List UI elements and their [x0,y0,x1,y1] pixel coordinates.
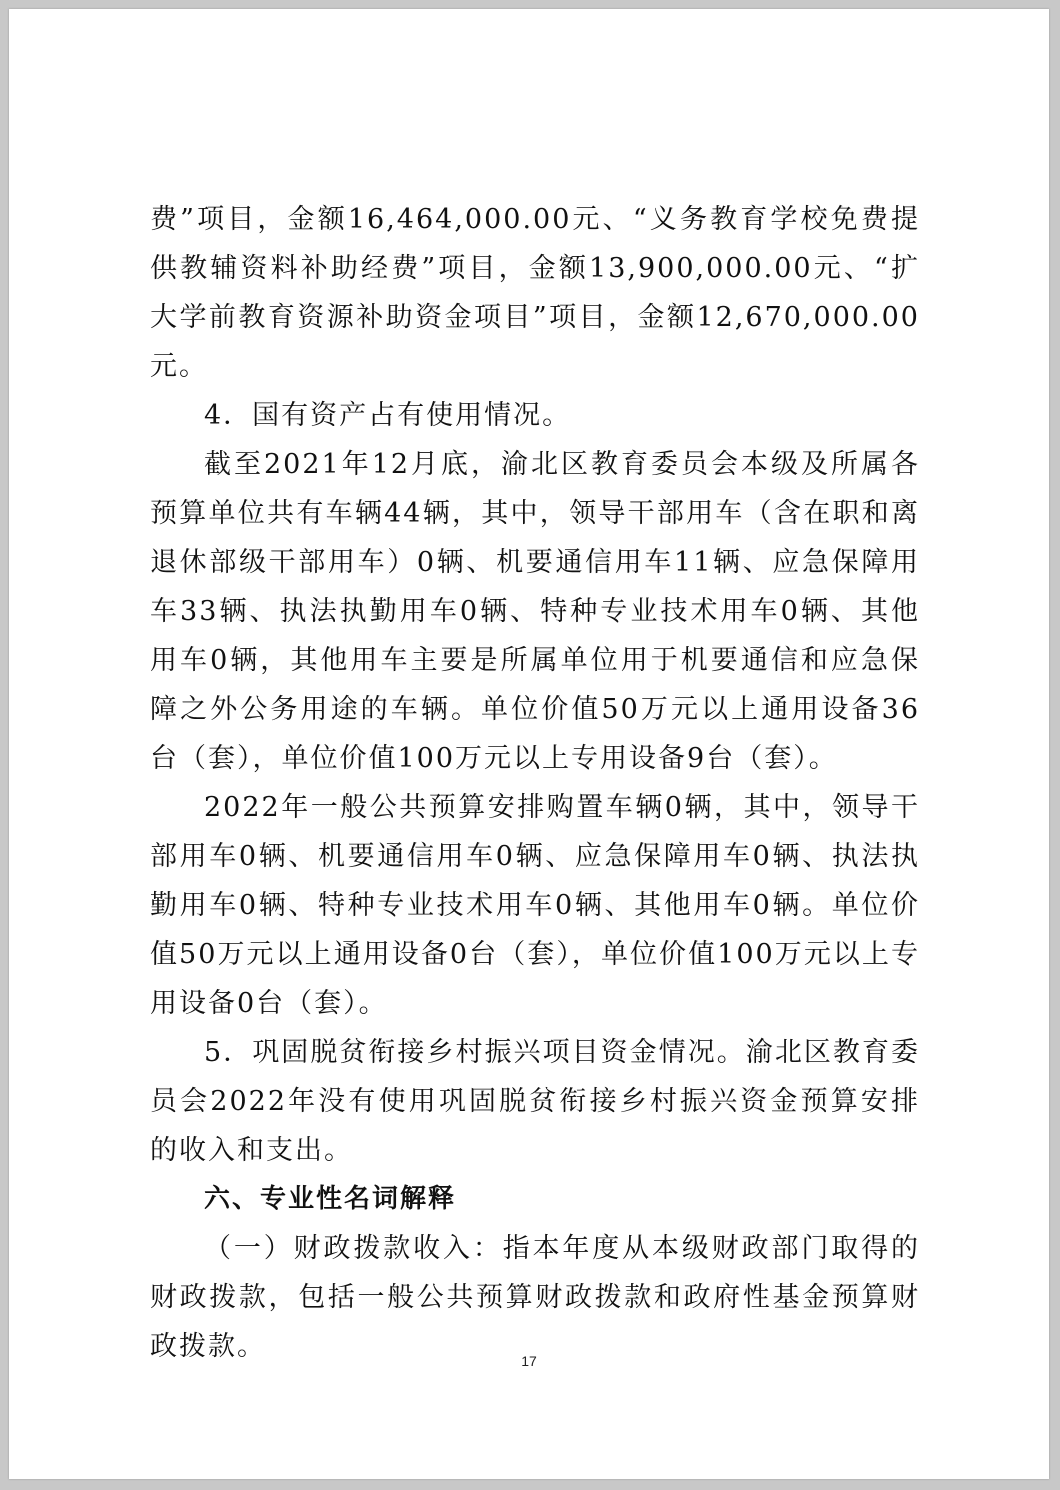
paragraph-vehicles-2022: 2022年一般公共预算安排购置车辆0辆，其中，领导干部用车0辆、机要通信用车0辆、应急保障用车0辆、执法执勤用车0辆、特种专业技术用车0辆、其他用车0辆。单位价值50万元以上通用设备0台（套），单位价值100万元以上专用设备0台（套）。 [150,792,920,1019]
paragraph-vehicles-2021: 截至2021年12月底，渝北区教育委员会本级及所属各预算单位共有车辆44辆，其中，领导干部用车（含在职和离退休部级干部用车）0辆、机要通信用车11辆、应急保障用车33辆、执法执勤用车0辆、特种专业技术用车0辆、其他用车0辆，其他用车主要是所属单位用于机要通信和应急保障之外公务用途的车辆。单位价值50万元以上通用设备36台（套），单位价值100万元以上专用设备9台（套）。 [150,449,920,774]
paragraph-state-assets-title: 4．国有资产占有使用情况。 [204,400,572,431]
document-page [9,9,1049,1479]
section-heading-terms: 六、专业性名词解释 [204,1184,457,1214]
page-number: 17 [521,1353,537,1369]
paragraph-project-funds-continued: 费”项目，金额16,464,000.00元、“义务教育学校免费提供教辅资料补助经费”项目，金额13,900,000.00元、“扩大学前教育资源补助资金项目”项目，金额12,670,000.00元。 [150,204,920,382]
paragraph-fiscal-appropriation: （一）财政拨款收入：指本年度从本级财政部门取得的财政拨款，包括一般公共预算财政拨款和政府性基金预算财政拨款。 [150,1233,920,1362]
body-text [150,195,920,1371]
paragraph-rural-revitalization: 5．巩固脱贫衔接乡村振兴项目资金情况。渝北区教育委员会2022年没有使用巩固脱贫衔接乡村振兴资金预算安排的收入和支出。 [150,1037,920,1166]
